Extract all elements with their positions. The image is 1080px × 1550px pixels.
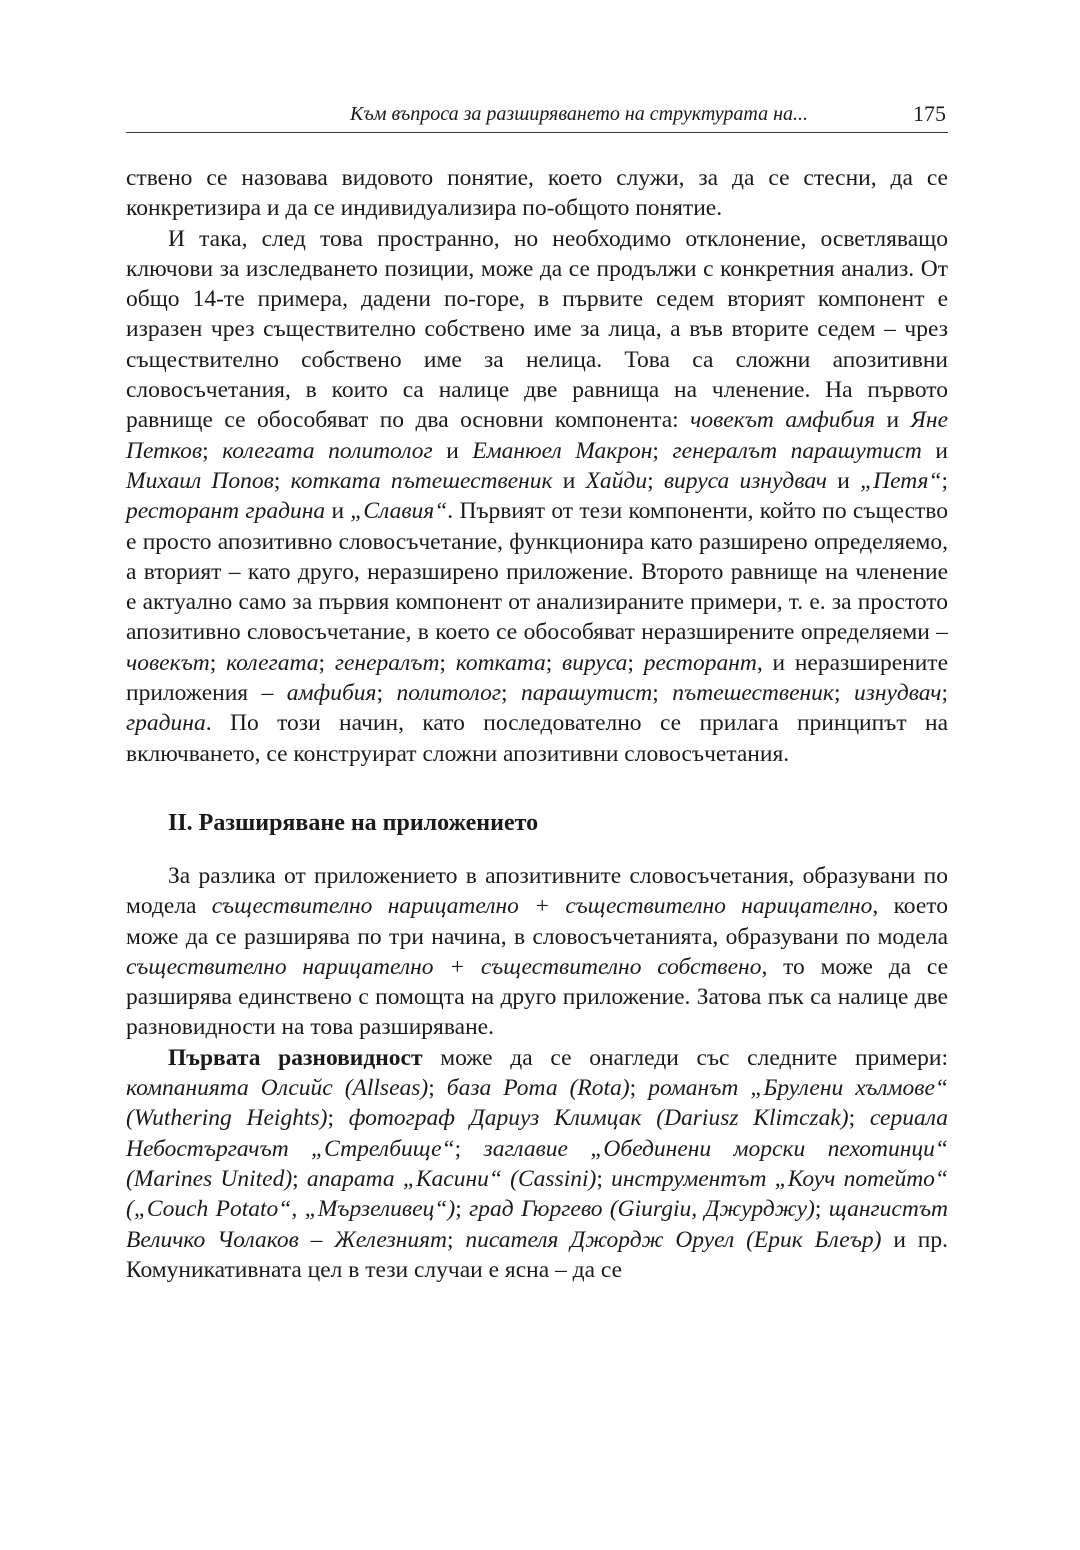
italic-run: град Гюргево (Giurgiu, Джурджу)	[469, 1196, 815, 1223]
text-run: ;	[455, 1196, 470, 1223]
text-run: За разлика от приложението в апозитивните словосъчетания, образувани по модела	[126, 862, 948, 920]
document-page	[126, 96, 948, 1285]
text-run: ;	[500, 680, 521, 707]
italic-run: генералът	[334, 649, 440, 676]
text-run: ;	[941, 467, 949, 494]
text-run: ;	[652, 680, 673, 707]
italic-run: писателя Джордж Оруел (Ерик Блеър)	[465, 1226, 882, 1253]
italic-run: апарата „Касини“ (Cassini)	[306, 1165, 597, 1192]
text-run: ;	[848, 1105, 870, 1132]
text-run: ;	[652, 437, 673, 464]
italic-run: парашутист	[520, 680, 653, 707]
italic-run: щангистът Величко Чолаков – Железният	[126, 1196, 949, 1253]
text-run: ;	[627, 649, 644, 676]
italic-run: Яне Петков	[126, 407, 949, 464]
text-run: . По този начин, като последователно се прилага принципът на включването, се конструират сложни апозитивни словосъчетания.	[126, 710, 948, 767]
italic-run: Хайди	[585, 467, 648, 494]
text-run: ;	[439, 649, 456, 676]
text-run: ;	[596, 1165, 612, 1192]
text-run: ;	[814, 1196, 829, 1223]
text-run: ;	[292, 1165, 307, 1192]
text-run: . Първият от тези компоненти, който по същество е просто апозитивно словосъчетание, функционира като разширено определяемо, а вторият – като друго, неразширено приложение. Второто равнище на членение е актуално само за първия компонент от анализираните примери, т. е. за простото апозитивно словосъчетание, в което се обособяват неразширените определяеми –	[126, 498, 948, 646]
paragraph-analysis	[126, 224, 948, 769]
text-run: ;	[202, 437, 223, 464]
text-run: , и неразширените приложения –	[126, 649, 949, 707]
italic-run: пътешественик	[672, 680, 834, 707]
text-run: ;	[327, 1105, 349, 1132]
italic-run: инструментът „Коуч потейто“ („Couch Potato“, „Мързеливец“)	[126, 1165, 949, 1223]
text-run: и	[432, 437, 473, 464]
text-run: ;	[318, 649, 335, 676]
italic-run: компанията Олсийс (Allseas)	[126, 1075, 429, 1102]
text-run: ствено се назовава видовото понятие, което служи, за да се стесни, да се конкретизира и да се индивидуализира по-общото понятие.	[126, 165, 948, 222]
italic-run: база Рота (Rota)	[446, 1075, 630, 1102]
paragraph-intro	[126, 861, 948, 1043]
italic-run: вируса	[562, 649, 628, 676]
italic-run: генералът парашутист	[672, 437, 922, 464]
text-run: ;	[447, 1226, 466, 1253]
italic-run: „Петя“	[860, 467, 942, 494]
text-run: и	[325, 498, 351, 525]
running-header	[126, 96, 948, 133]
italic-run: изнудвач	[853, 680, 942, 707]
page-number: 175	[913, 101, 946, 126]
text-run: и	[552, 467, 586, 494]
text-run: ;	[454, 1135, 484, 1162]
text-run: ;	[428, 1075, 447, 1102]
italic-run: градина	[126, 710, 206, 737]
italic-run: котката	[455, 649, 546, 676]
italic-run: колегата политолог	[222, 437, 433, 464]
italic-run: Михаил Попов	[126, 467, 274, 494]
italic-run: фотограф Дариуз Климцак (Dariusz Klimczak)	[348, 1105, 849, 1132]
text-run: ;	[629, 1075, 649, 1102]
italic-run: вируса изнудвач	[663, 467, 828, 494]
italic-run: котката пътешественик	[290, 467, 553, 494]
italic-run: политолог	[396, 680, 501, 707]
text-run: и	[921, 437, 949, 464]
running-title: Към въпроса за разширяването на структурата на...	[350, 103, 808, 125]
section-heading: II. Разширяване на приложението	[168, 809, 539, 836]
italic-run: Еманюел Макрон	[472, 437, 653, 464]
italic-run: „Славия“	[350, 498, 448, 525]
text-run: ;	[209, 649, 227, 676]
italic-run: романът „Брулени хълмове“ (Wuthering Heights)	[126, 1075, 949, 1132]
italic-run: човекът амфибия	[690, 407, 875, 434]
italic-run: сериала Небостъргачът „Стрелбище“	[126, 1105, 949, 1162]
document-body	[126, 163, 948, 1285]
text-run: и	[875, 407, 911, 434]
text-run: ;	[376, 680, 397, 707]
text-run: може да се онагледи със следните примери:	[422, 1044, 948, 1071]
text-run: ;	[545, 649, 562, 676]
text-run: ;	[941, 680, 948, 707]
text-run: и пр. Комуникативната цел в тези случаи е ясна – да се	[126, 1226, 948, 1283]
text-run: , което може да се разширява по три начина, в словосъчетанията, образувани по модела	[126, 893, 948, 950]
italic-run: човекът	[126, 649, 210, 676]
paragraph-continuation	[126, 163, 948, 224]
bold-run: Първата разновидност	[168, 1044, 423, 1071]
text-run: И така, след това пространно, но необходимо отклонение, осветляващо ключови за изследването позиции, може да се продължи с конкретния анализ. От общо 14-те примера, дадени по-горе, в първите седем вторият компонент е изразен чрез съществително собствено име за лица, а във вторите седем – чрез съществително собствено име за нелица. Това са сложни апозитивни словосъчетания, в които са налице две равнища на членение. На първото равнище се обособяват по два основни компонента:	[126, 225, 948, 434]
paragraph-first-variety	[126, 1043, 948, 1285]
italic-run: колегата	[226, 649, 319, 676]
italic-run: ресторант градина	[126, 498, 326, 525]
text-run: ;	[647, 467, 664, 494]
italic-run: ресторант	[643, 649, 757, 676]
italic-run: съществително нарицателно + съществително нарицателно	[211, 893, 873, 920]
italic-run: заглавие „Обединени морски пехотинци“ (Marines United)	[126, 1135, 948, 1192]
text-run: ;	[833, 680, 854, 707]
text-run: , то може да се разширява единствено с помощта на друго приложение. Затова пък са налице две разновидности на това разширяване.	[126, 953, 949, 1041]
text-run: ;	[273, 467, 291, 494]
italic-run: амфибия	[286, 680, 377, 707]
italic-run: съществително нарицателно + съществително собствено	[126, 953, 762, 980]
text-run: и	[827, 467, 861, 494]
